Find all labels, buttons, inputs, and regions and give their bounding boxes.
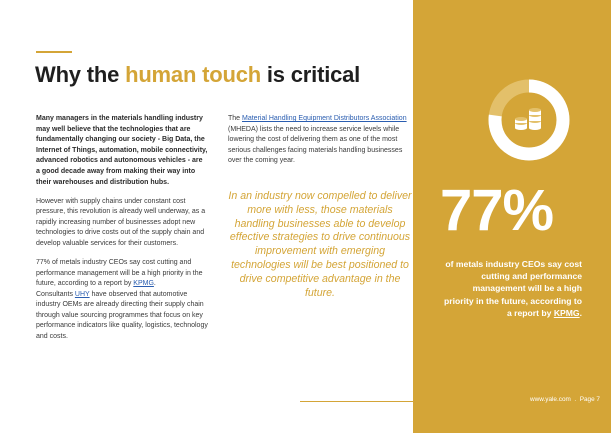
body-text: (MHEDA) lists the need to increase service levels while lowering the cost of delivering them as one of the most serious challenges facing materials handling businesses over the coming year. — [228, 125, 403, 165]
big-statistic: 77% — [440, 178, 554, 243]
kpmg-link[interactable]: KPMG — [133, 280, 154, 288]
footer-separator: . — [574, 396, 577, 403]
left-column — [36, 114, 208, 351]
statistic-caption — [444, 258, 582, 319]
title-accent-rule — [36, 51, 72, 53]
body-paragraph-mheda — [228, 114, 410, 167]
footer-page-number: Page 7 — [579, 396, 600, 403]
middle-column — [228, 114, 410, 175]
pull-quote: In an industry now compelled to deliver more with less, those materials handling businesses able to develop effective strategies to drive continuous improvement with emerging technologies will be best positioned to drive competitive advantage in the future. — [228, 190, 412, 299]
caption-end: . — [579, 307, 582, 318]
footer-website-link[interactable]: www.yale.com — [529, 396, 571, 403]
intro-paragraph: Many managers in the materials handling industry may well believe that the technologies that are fundamentally changing our society - Big Data, the Internet of Things, automation, mobile connectivity, advanced robotics and autonomous vehicles - are a good decade away from making their way into their warehouses and distribution hubs. — [36, 115, 208, 186]
body-text: The — [228, 115, 243, 122]
body-text: 77% of metals industry CEOs say cost cutting and performance management will be a high priority in the future, according to a report by — [36, 258, 203, 288]
mheda-link[interactable]: Material Handling Equipment Distributors Association — [242, 115, 407, 122]
footer — [490, 396, 600, 403]
body-text: have observed that automotive industry OEMs are already directing their supply chain through value sourcing programmes that focus on key performance indicators like quality, logistics, technology and costs. — [36, 290, 208, 341]
body-text: . — [153, 280, 156, 288]
body-paragraph-supply-chains: However with supply chains under constant cost pressure, this revolution is already well underway, as a rapidly increasing number of businesses adopt new technologies to drive costs out of the supply chain and develop valuable services for their customers. — [36, 197, 206, 247]
kpmg-caption-link[interactable]: KPMG — [553, 307, 580, 318]
caption-text: of metals industry CEOs say cost cutting and performance management will be a high priority in the future, according to a report by — [444, 259, 582, 318]
title-text-after: is critical — [260, 62, 361, 87]
title-accent-text: human touch — [125, 62, 261, 87]
body-text: Consultants — [36, 290, 75, 298]
title-text-before: Why the — [35, 62, 126, 87]
donut-chart — [488, 79, 570, 161]
body-paragraph-ceos — [36, 258, 208, 343]
coin-stack-icon — [515, 108, 541, 130]
uhy-link[interactable]: UHY — [74, 290, 90, 298]
page-title — [35, 62, 360, 88]
